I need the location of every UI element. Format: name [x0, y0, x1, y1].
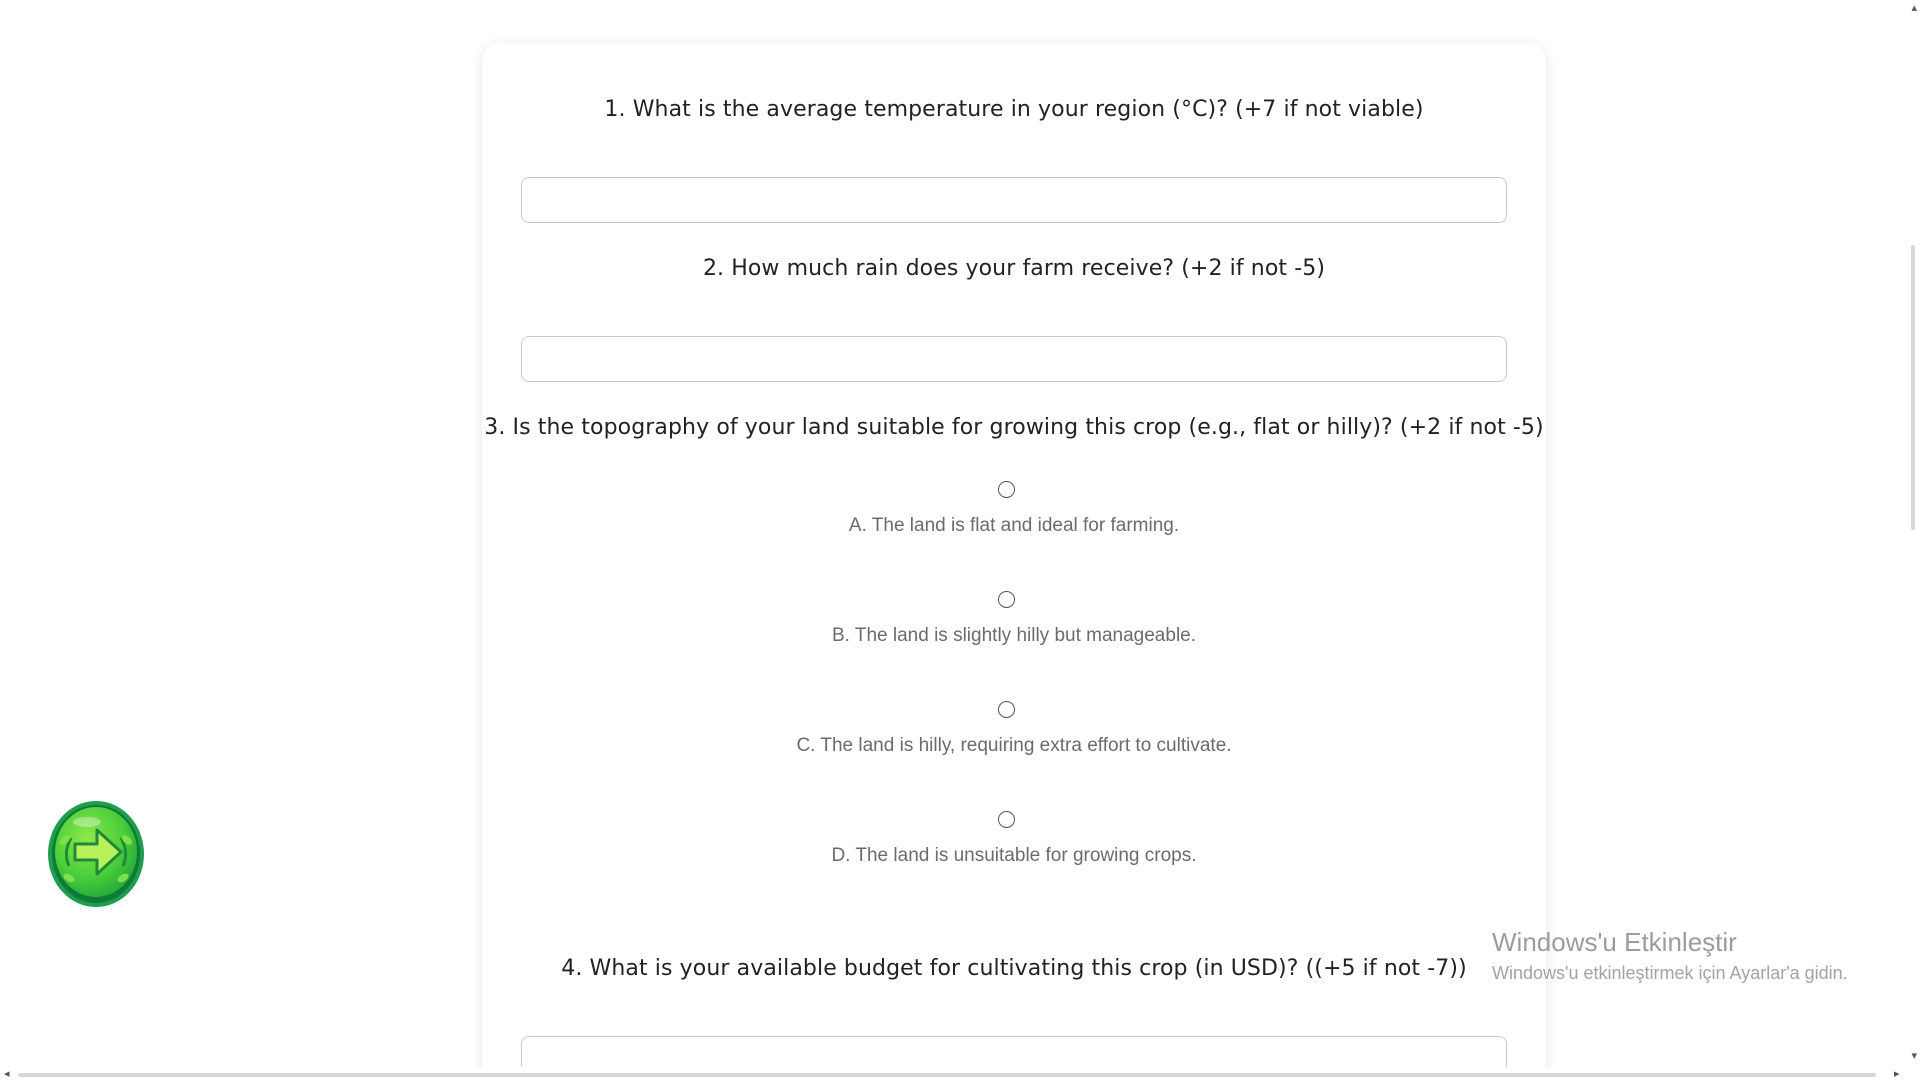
question-2-text: 2. How much rain does your farm receive? (+2 if not -5) — [702, 256, 1326, 281]
windows-activation-subtitle: Windows'u etkinleştirmek için Ayarlar'a gidin. — [1492, 963, 1848, 983]
radio-button-d[interactable] — [998, 811, 1015, 828]
temperature-input[interactable] — [521, 177, 1507, 223]
topography-option-c[interactable] — [482, 701, 1546, 781]
vertical-scrollbar[interactable] — [1903, 0, 1920, 1080]
question-1-text: 1. What is the average temperature in your region (°C)? (+7 if not viable) — [604, 97, 1424, 122]
next-button[interactable] — [47, 800, 145, 908]
topography-option-d[interactable] — [482, 811, 1546, 891]
topography-option-b[interactable] — [482, 591, 1546, 671]
scroll-left-arrow-icon[interactable]: ◂ — [4, 1067, 10, 1080]
question-3-text: 3. Is the topography of your land suitable for growing this crop (e.g., flat or hilly)? (+2 if not -5) — [484, 415, 1544, 440]
topography-option-a[interactable] — [482, 481, 1546, 561]
radio-button-b[interactable] — [998, 591, 1015, 608]
option-c-label: C. The land is hilly, requiring extra effort to cultivate. — [796, 735, 1232, 756]
option-b-label: B. The land is slightly hilly but manageable. — [831, 625, 1197, 646]
scroll-down-arrow-icon[interactable]: ▾ — [1911, 1049, 1917, 1062]
question-4-text: 4. What is your available budget for cultivating this crop (in USD)? ((+5 if not -7)) — [561, 956, 1467, 981]
radio-button-a[interactable] — [998, 481, 1015, 498]
scroll-up-arrow-icon[interactable]: ▴ — [1911, 1, 1917, 14]
windows-activation-title: Windows'u Etkinleştir — [1492, 927, 1737, 957]
vertical-scrollbar-thumb[interactable] — [1911, 245, 1915, 530]
radio-button-c[interactable] — [998, 701, 1015, 718]
questionnaire-card — [482, 43, 1546, 1080]
horizontal-scrollbar[interactable] — [0, 1067, 1920, 1080]
rainfall-input[interactable] — [521, 336, 1507, 382]
horizontal-scrollbar-thumb[interactable] — [18, 1073, 1876, 1077]
option-a-label: A. The land is flat and ideal for farming. — [848, 515, 1180, 536]
leafy-green-arrow-right-icon — [47, 800, 145, 908]
option-d-label: D. The land is unsuitable for growing crops. — [831, 845, 1197, 866]
scroll-right-arrow-icon[interactable]: ▸ — [1894, 1067, 1900, 1080]
